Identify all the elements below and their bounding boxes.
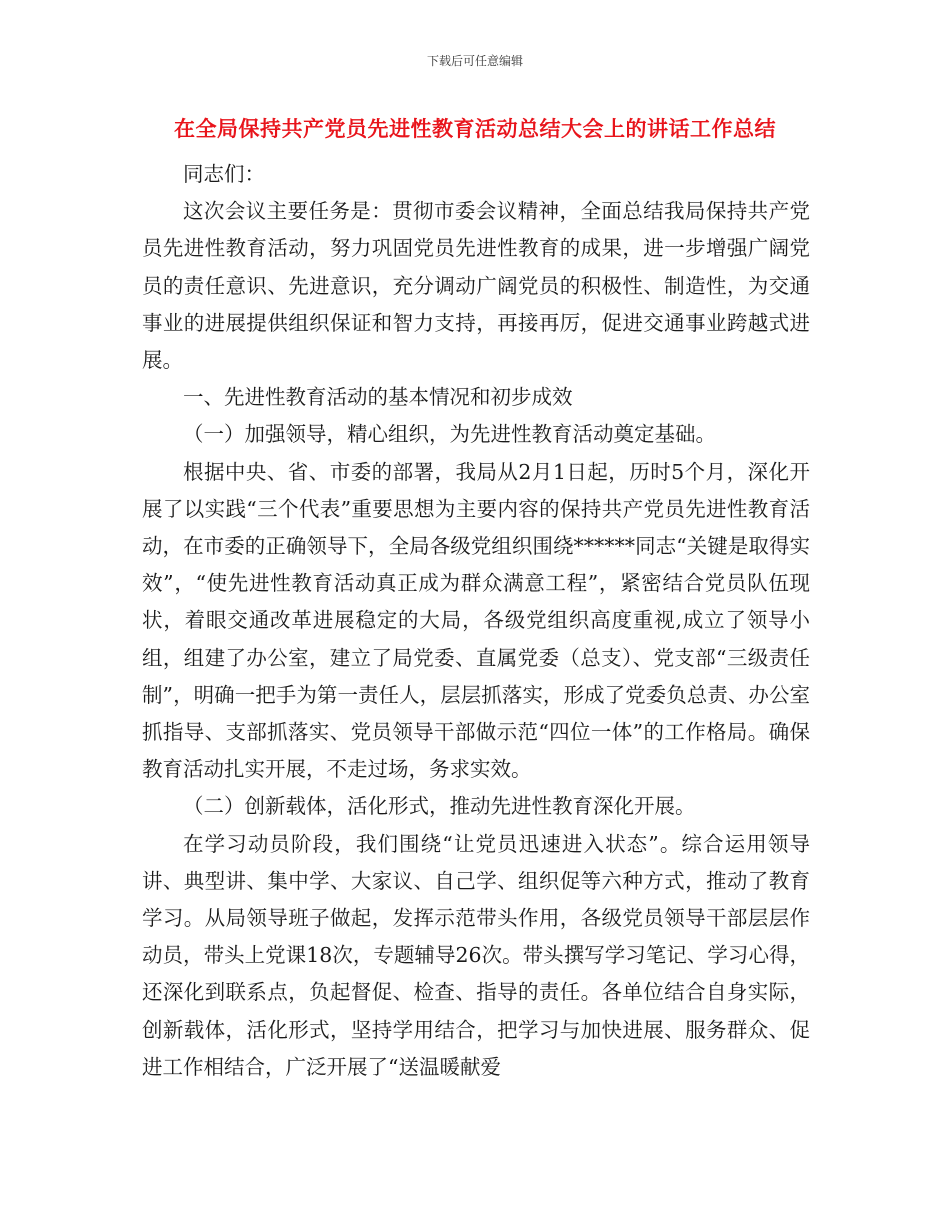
subsection-heading-2: （二）创新载体，活化形式，推动先进性教育深化开展。 (183, 794, 696, 819)
document-body (142, 156, 810, 1086)
subsection-heading-1: （一）加强领导，精心组织，为先进性教育活动奠定基础。 (183, 422, 716, 447)
paragraph-leadership: 根据中央、省、市委的部署，我局从2月1日起，历时5个月，深化开展了以实践“三个代表”重要思想为主要内容的保持共产党员先进性教育活动，在市委的正确领导下，全局各级党组织围绕******同志“关键是取得实效”，“使先进性教育活动真正成为群众满意工程”，紧密结合党员队伍现状，着眼交通改革进展稳定的大局，各级党组织高度重视,成立了领导小组，组建了办公室，建立了局党委、直属党委（总支）、党支部“三级责任制”，明确一把手为第一责任人，层层抓落实，形成了党委负总责、办公室抓指导、支部抓落实、党员领导干部做示范“四位一体”的工作格局。确保教育活动扎实开展，不走过场，务求实效。 (142, 459, 810, 782)
header-note: 下载后可任意编辑 (426, 54, 523, 68)
paragraph-salutation: 同志们： (183, 162, 265, 186)
paragraph-intro: 这次会议主要任务是：贯彻市委会议精神，全面总结我局保持共产党员先进性教育活动，努力巩固党员先进性教育的成果，进一步增强广阔党员的责任意识、先进意识，充分调动广阔党员的积极性、制造性，为交通事业的进展提供组织保证和智力支持，再接再厉，促进交通事业跨越式进展。 (142, 199, 810, 373)
document-title: 在全局保持共产党员先进性教育活动总结大会上的讲话工作总结 (174, 116, 776, 141)
section-heading-1: 一、先进性教育活动的基本情况和初步成效 (183, 385, 573, 410)
paragraph-learning: 在学习动员阶段，我们围绕“让党员迅速进入状态”。综合运用领导讲、典型讲、集中学、大家议、自己学、组织促等六种方式，推动了教育学习。从局领导班子做起，发挥示范带头作用，各级党员领导干部层层作动员，带头上党课18次，专题辅导26次。带头撰写学习笔记、学习心得，还深化到联系点，负起督促、检查、指导的责任。各单位结合自身实际，创新载体，活化形式，坚持学用结合，把学习与加快进展、服务群众、促进工作相结合，广泛开展了“送温暖献爱 (142, 831, 810, 1079)
